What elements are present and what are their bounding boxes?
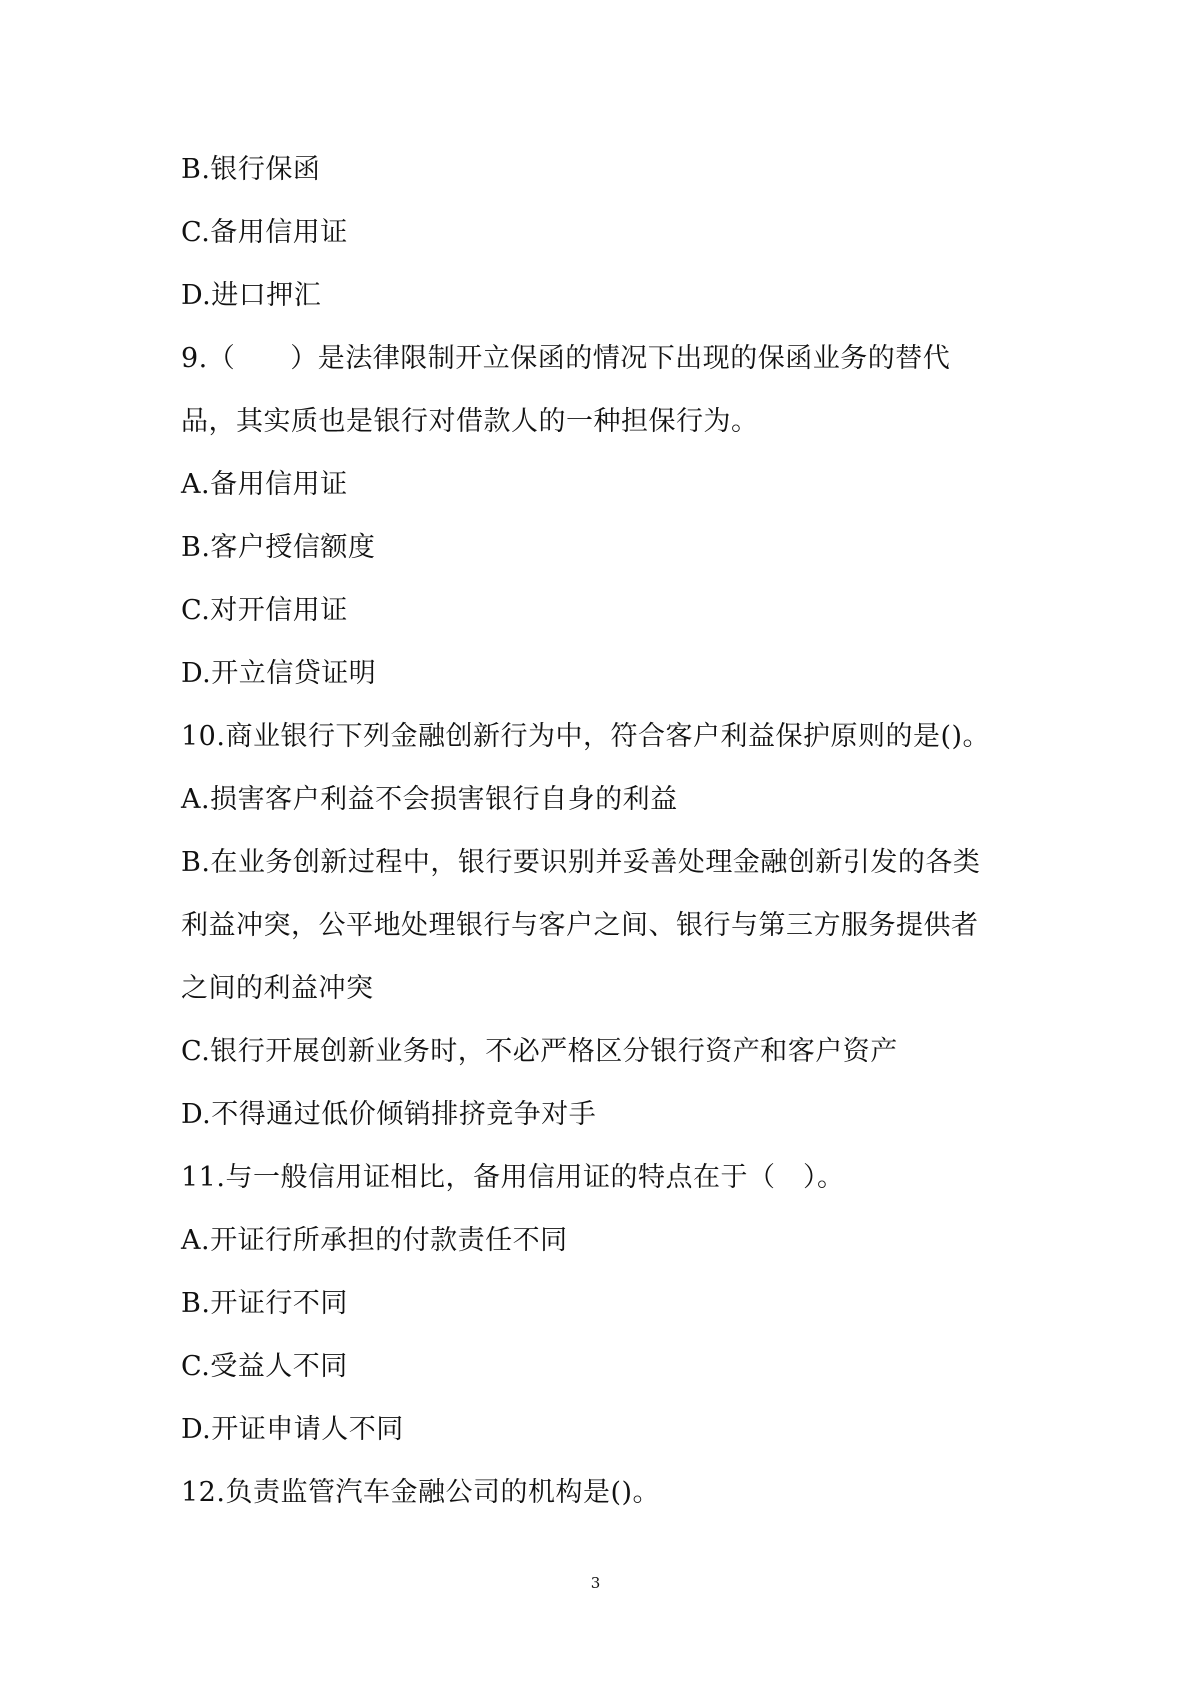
- question-12: 12.负责监管汽车金融公司的机构是()。: [181, 1477, 661, 1508]
- option-11b: B.开证行不同: [181, 1288, 348, 1319]
- option-10b-line-1: B.在业务创新过程中，银行要识别并妥善处理金融创新引发的各类: [181, 847, 981, 878]
- option-10b-line-3: 之间的利益冲突: [181, 973, 374, 1004]
- option-11c: C.受益人不同: [181, 1351, 348, 1382]
- option-10c: C.银行开展创新业务时，不必严格区分银行资产和客户资产: [181, 1036, 898, 1067]
- option-8d: D.进口押汇: [181, 280, 322, 311]
- question-10: 10.商业银行下列金融创新行为中，符合客户利益保护原则的是()。: [181, 721, 991, 752]
- option-9c: C.对开信用证: [181, 595, 348, 626]
- option-9a: A.备用信用证: [181, 469, 348, 500]
- option-9d: D.开立信贷证明: [181, 658, 377, 689]
- option-10d: D.不得通过低价倾销排挤竞争对手: [181, 1099, 597, 1130]
- option-9b: B.客户授信额度: [181, 532, 376, 563]
- option-10b-line-2: 利益冲突，公平地处理银行与客户之间、银行与第三方服务提供者: [181, 910, 979, 941]
- option-10a: A.损害客户利益不会损害银行自身的利益: [181, 784, 678, 815]
- option-11a: A.开证行所承担的付款责任不同: [181, 1225, 568, 1256]
- option-8c: C.备用信用证: [181, 217, 348, 248]
- question-9-line-2: 品，其实质也是银行对借款人的一种担保行为。: [181, 406, 759, 437]
- page-number: 3: [590, 1574, 601, 1592]
- option-11d: D.开证申请人不同: [181, 1414, 404, 1445]
- question-9-line-1: 9.（ ）是法律限制开立保函的情况下出现的保函业务的替代: [181, 343, 951, 374]
- option-8b: B.银行保函: [181, 154, 321, 185]
- question-11: 11.与一般信用证相比，备用信用证的特点在于（ ）。: [181, 1162, 845, 1193]
